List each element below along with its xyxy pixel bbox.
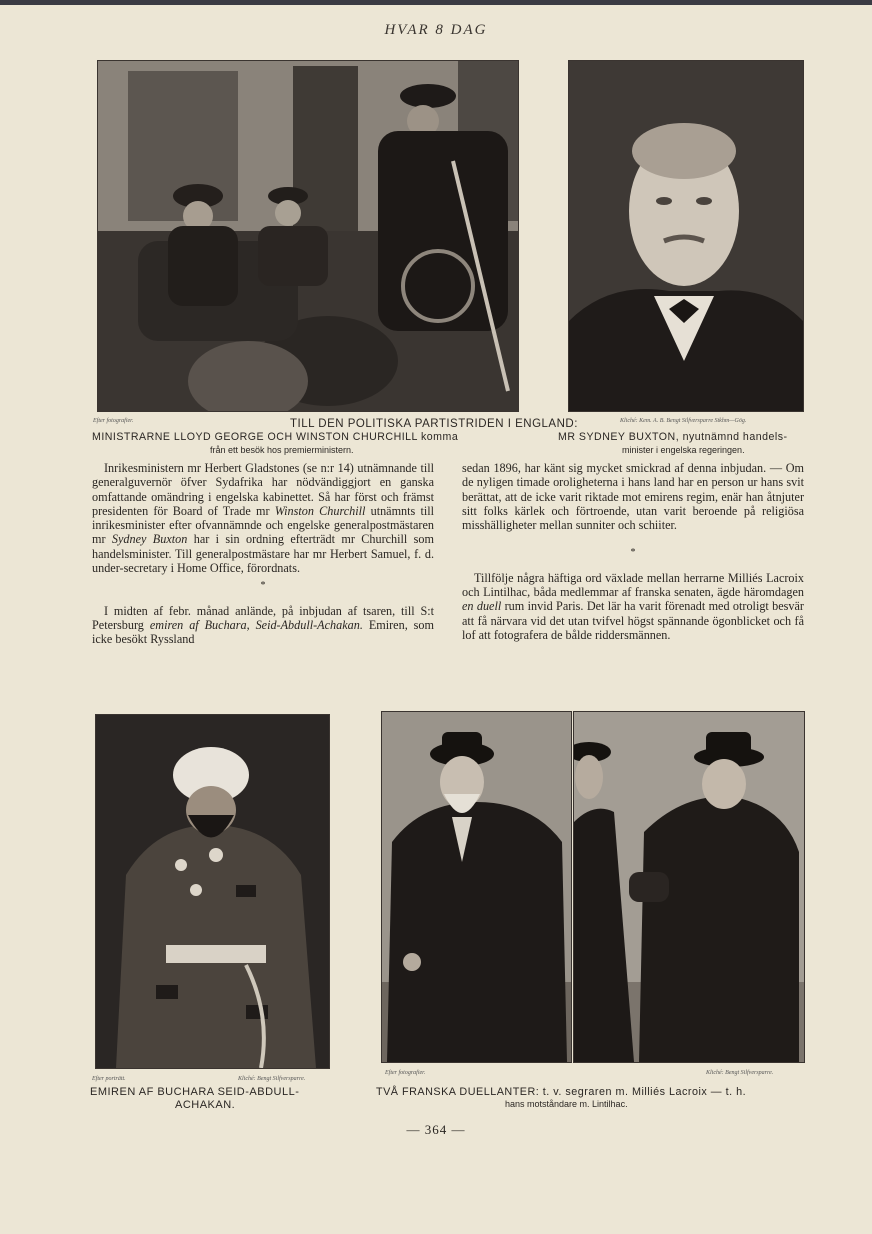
scan-edge-bar [0,0,872,5]
article-column-left [92,461,434,647]
caption-emir-line2: ACHAKAN. [175,1099,236,1111]
article-paragraph-duel: Tillfölje några häftiga ord växlade mellan herrarne Milliés Lacroix och Lintilhac, båda medlemmar af franska senaten, ägde häromdagen en duell rum invid Paris. Det lär ha varit förenadt med otroligt besvär att få närvara vid det utan tvifvel högst spännande ögonblicket och få lof att fotografera de bålde riddersmännen. [462,570,804,642]
photo-credit-left: Efter fotografier. [93,418,134,424]
duel-photo-credit-left: Efter fotografier. [385,1070,426,1076]
caption-duellists-line1: TVÅ FRANSKA DUELLANTER: t. v. segraren m. Milliés Lacroix — t. h. [376,1086,747,1098]
caption-buxton-line1: MR SYDNEY BUXTON, nyutnämnd handels- [558,431,788,443]
photo-emir-of-buchara [95,714,330,1069]
article-column-right [462,461,804,642]
photo-duellist-millies-lacroix [381,711,572,1063]
page-number: — 364 — [406,1122,466,1137]
section-separator: * [260,580,266,592]
photo-sydney-buxton-portrait [568,60,804,412]
name-sydney-buxton: Sydney Buxton [111,532,188,547]
caption-duellists-line2: hans motståndare m. Lintilhac. [505,1099,628,1109]
caption-title-england: TILL DEN POLITISKA PARTISTRIDEN I ENGLAND: [290,418,578,430]
emir-photo-credit-right: Kliché: Bengt Silfversparre. [238,1076,306,1082]
section-separator: * [630,547,636,559]
caption-buxton-line2: minister i engelska regeringen. [622,445,745,455]
photo-ministers-in-car [97,60,519,412]
article-paragraph-emir: I midten af febr. månad anlände, på inbjudan af tsaren, till S:t Petersburg emiren af Buchara, Seid-Abdull-Achakan. Emiren, som icke besökt Ryssland [92,603,434,647]
emir-photo-credit-left: Efter porträtt. [92,1076,126,1082]
name-winston-churchill: Winston Churchill [274,503,366,518]
page-header: HVAR 8 DAG [384,22,488,38]
caption-emir-line1: EMIREN AF BUCHARA SEID-ABDULL- [90,1086,300,1098]
photo-credit-right: Kliché: Kem. A. B. Bengt Silfversparre Stkhm—Gög. [620,418,747,424]
article-paragraph-emir-cont: sedan 1896, har känt sig mycket smickrad af denna inbjudan. — Om de nyligen timade oroligheterna i hans land har en person ur hans svit berättat, att de icke varit riktade mot emirens regim, enär han åtnjuter sitt folks kärlek och förtroende, utan varit beroende på religiösa misshälligheter mellan sunniter och schiiter. [462,461,804,533]
article-paragraph-cabinet: Inrikesministern mr Herbert Gladstones (se n:r 14) utnämnande till generalguvernör öfver Sydafrika har nödvändiggjort en ganska omfattande omändring i engelska kabinettet. Så har först och främst presidenten för Board of Trade mr Winston Churchill utnämnts till inrikesminister efter ofvannämnde och engelske generalpostmästaren mr Sydney Buxton har i sin ordning efterträdt mr Churchill som handelsminister. Till generalpostmästare har mr Herbert Samuel, f. d. under-secretary i Home Office, förordnats. [92,461,435,576]
duel-photo-credit-right: Kliché: Bengt Silfversparre. [706,1070,774,1076]
text-en-duell: en duell [462,599,502,614]
caption-ministers-line2: från ett besök hos premierministern. [210,445,354,455]
name-emir: emiren af Buchara, Seid-Abdull-Achakan. [149,617,363,632]
caption-ministers-line1: MINISTRARNE LLOYD GEORGE OCH WINSTON CHURCHILL komma [92,431,459,443]
photo-duellist-lintilhac [573,711,805,1063]
